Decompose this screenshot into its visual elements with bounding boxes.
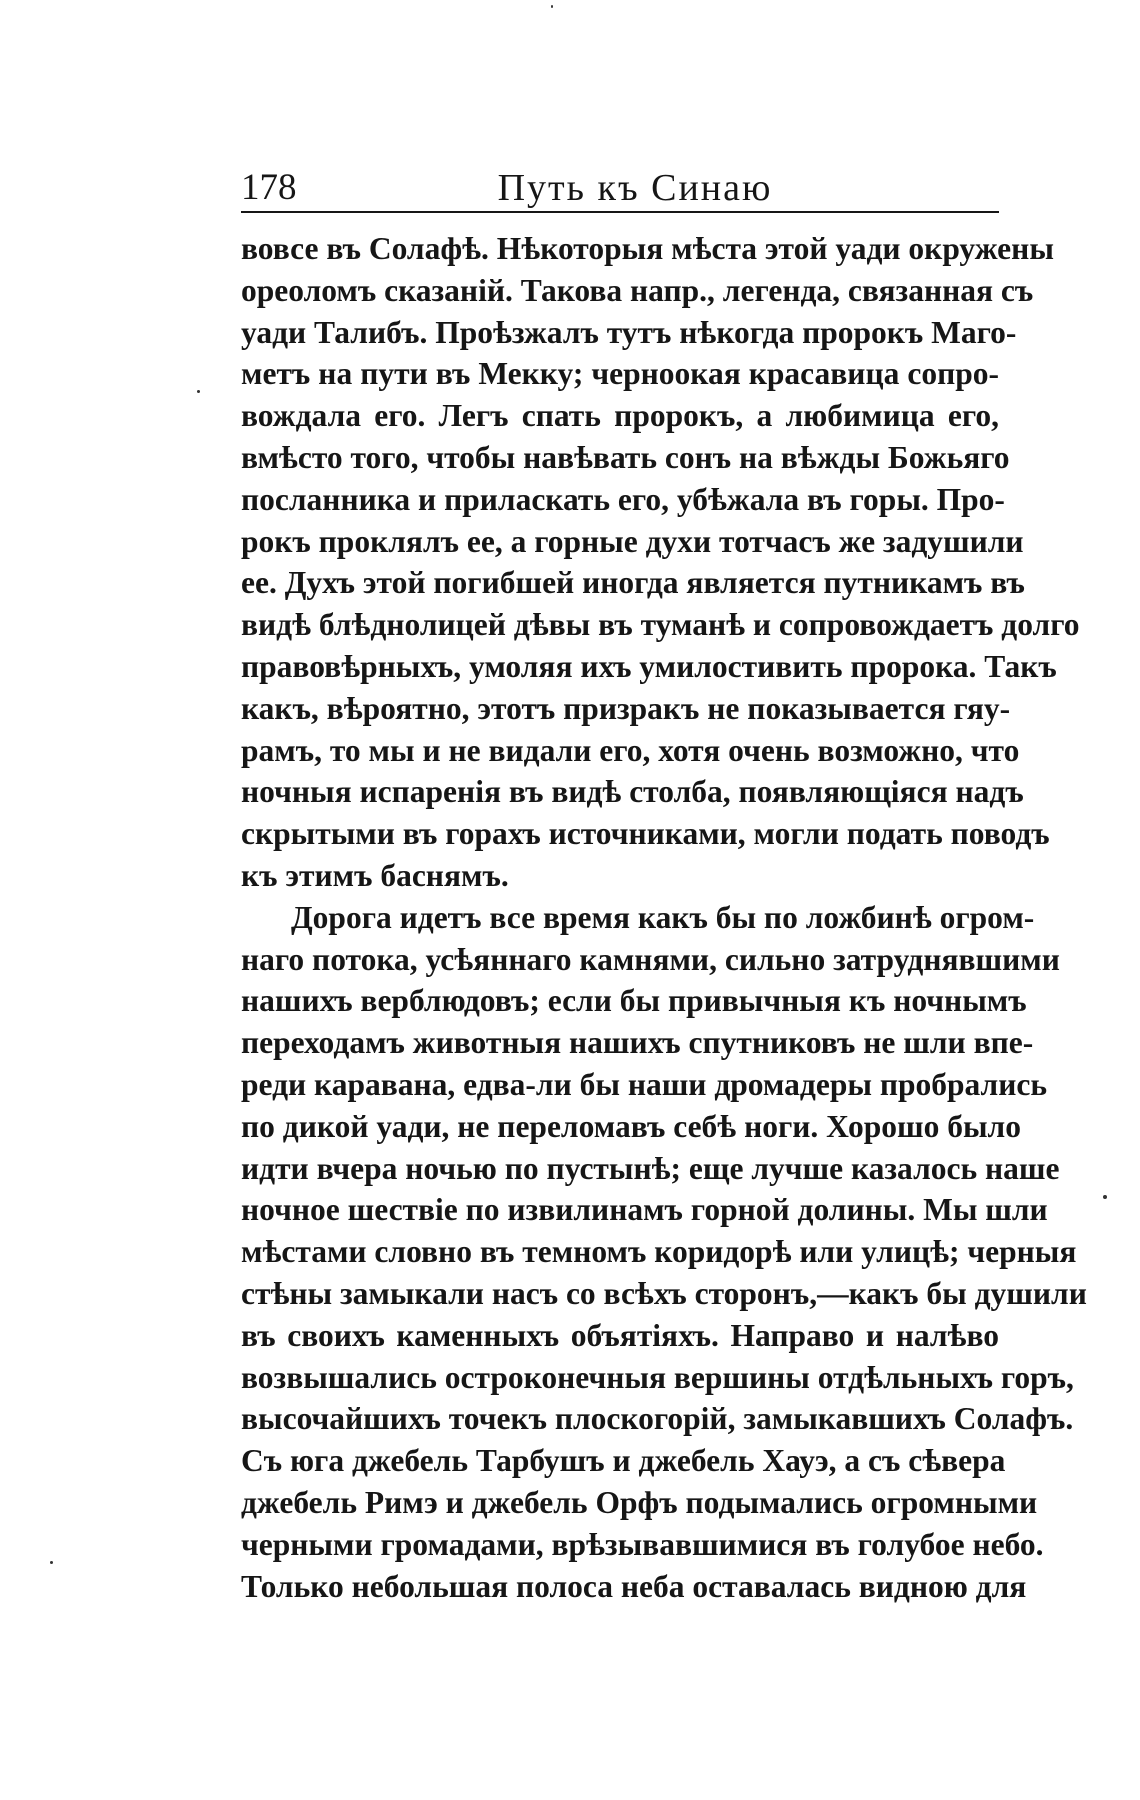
- text-line: нашихъ верблюдовъ; если бы привычныя къ ночнымъ: [241, 983, 1027, 1019]
- text-line: рамъ, то мы и не видали его, хотя очень возможно, что: [241, 732, 1020, 768]
- text-line: видѣ блѣднолицей дѣвы въ туманѣ и сопровождаетъ долго: [241, 607, 1080, 643]
- scan-speck: [197, 390, 200, 393]
- page-header: [241, 162, 999, 214]
- text-line: ночныя испаренія въ видѣ столба, появляющіяся надъ: [241, 774, 1024, 810]
- scan-speck: [551, 5, 553, 8]
- paragraph-2: [241, 897, 1087, 1608]
- text-line: идти вчера ночью по пустынѣ; еще лучше казалось наше: [241, 1150, 1060, 1186]
- text-line: посланника и приласкать его, убѣжала въ горы. Про-: [241, 481, 1005, 517]
- text-line: ночное шествіе по извилинамъ горной долины. Мы шли: [241, 1192, 1048, 1228]
- text-line: реди каравана, едва-ли бы наши дромадеры пробрались: [241, 1066, 1048, 1102]
- scan-speck: [50, 1561, 53, 1564]
- text-line: по дикой уади, не переломавъ себѣ ноги. Хорошо было: [241, 1108, 1021, 1144]
- text-line: вождала его. Легъ спать пророкъ, а любимица его,: [241, 398, 999, 434]
- paragraph-1: [241, 228, 1080, 897]
- text-line: ее. Духъ этой погибшей иногда является путникамъ въ: [241, 565, 1025, 601]
- text-line: черными громадами, врѣзывавшимися въ голубое небо.: [241, 1526, 1044, 1562]
- text-line: ореоломъ сказаній. Такова напр., легенда, связанная съ: [241, 272, 1034, 308]
- text-line: Только небольшая полоса неба оставалась видною для: [241, 1568, 1027, 1604]
- text-line: наго потока, усѣяннаго камнями, сильно затруднявшими: [241, 941, 1060, 977]
- text-line: стѣны замыкали насъ со всѣхъ сторонъ,—какъ бы душили: [241, 1275, 1087, 1311]
- text-line: высочайшихъ точекъ плоскогорій, замыкавшихъ Солафъ.: [241, 1401, 1074, 1437]
- text-line: переходамъ животныя нашихъ спутниковъ не шли впе-: [241, 1025, 1034, 1061]
- text-line: джебель Римэ и джебель Орфъ подымались огромными: [241, 1484, 1038, 1520]
- running-title: Путь къ Синаю: [497, 167, 773, 209]
- text-line: мѣстами словно въ темномъ коридорѣ или улицѣ; черныя: [241, 1234, 1077, 1270]
- text-line: Дорога идетъ все время какъ бы по ложбинѣ огром-: [291, 899, 1035, 935]
- text-line: Съ юга джебель Тарбушъ и джебель Хауэ, а съ сѣвера: [241, 1443, 1006, 1479]
- scan-speck: [1103, 1195, 1107, 1199]
- text-line: уади Талибъ. Проѣзжалъ тутъ нѣкогда пророкъ Маго-: [241, 314, 1017, 350]
- text-line: скрытыми въ горахъ источниками, могли подать поводъ: [241, 816, 1050, 852]
- header-rule: [241, 211, 999, 213]
- text-line: къ этимъ баснямъ.: [241, 857, 509, 893]
- text-line: въ своихъ каменныхъ объятіяхъ. Направо и налѣво: [241, 1317, 999, 1353]
- text-line: вовсе въ Солафѣ. Нѣкоторыя мѣста этой уади окружены: [241, 231, 1054, 266]
- text-line: какъ, вѣроятно, этотъ призракъ не показывается гяу-: [241, 690, 1011, 726]
- text-line: вмѣсто того, чтобы навѣвать сонъ на вѣжды Божьяго: [241, 439, 1010, 475]
- text-line: метъ на пути въ Мекку; черноокая красавица сопро-: [241, 356, 999, 392]
- body-text: [241, 228, 1087, 1607]
- text-line: возвышались остроконечныя вершины отдѣльныхъ горъ,: [241, 1359, 1074, 1395]
- page-number: 178: [241, 167, 297, 208]
- text-line: правовѣрныхъ, умоляя ихъ умилостивить пророка. Такъ: [241, 648, 1057, 684]
- text-line: рокъ проклялъ ее, а горные духи тотчасъ же задушили: [241, 523, 1024, 559]
